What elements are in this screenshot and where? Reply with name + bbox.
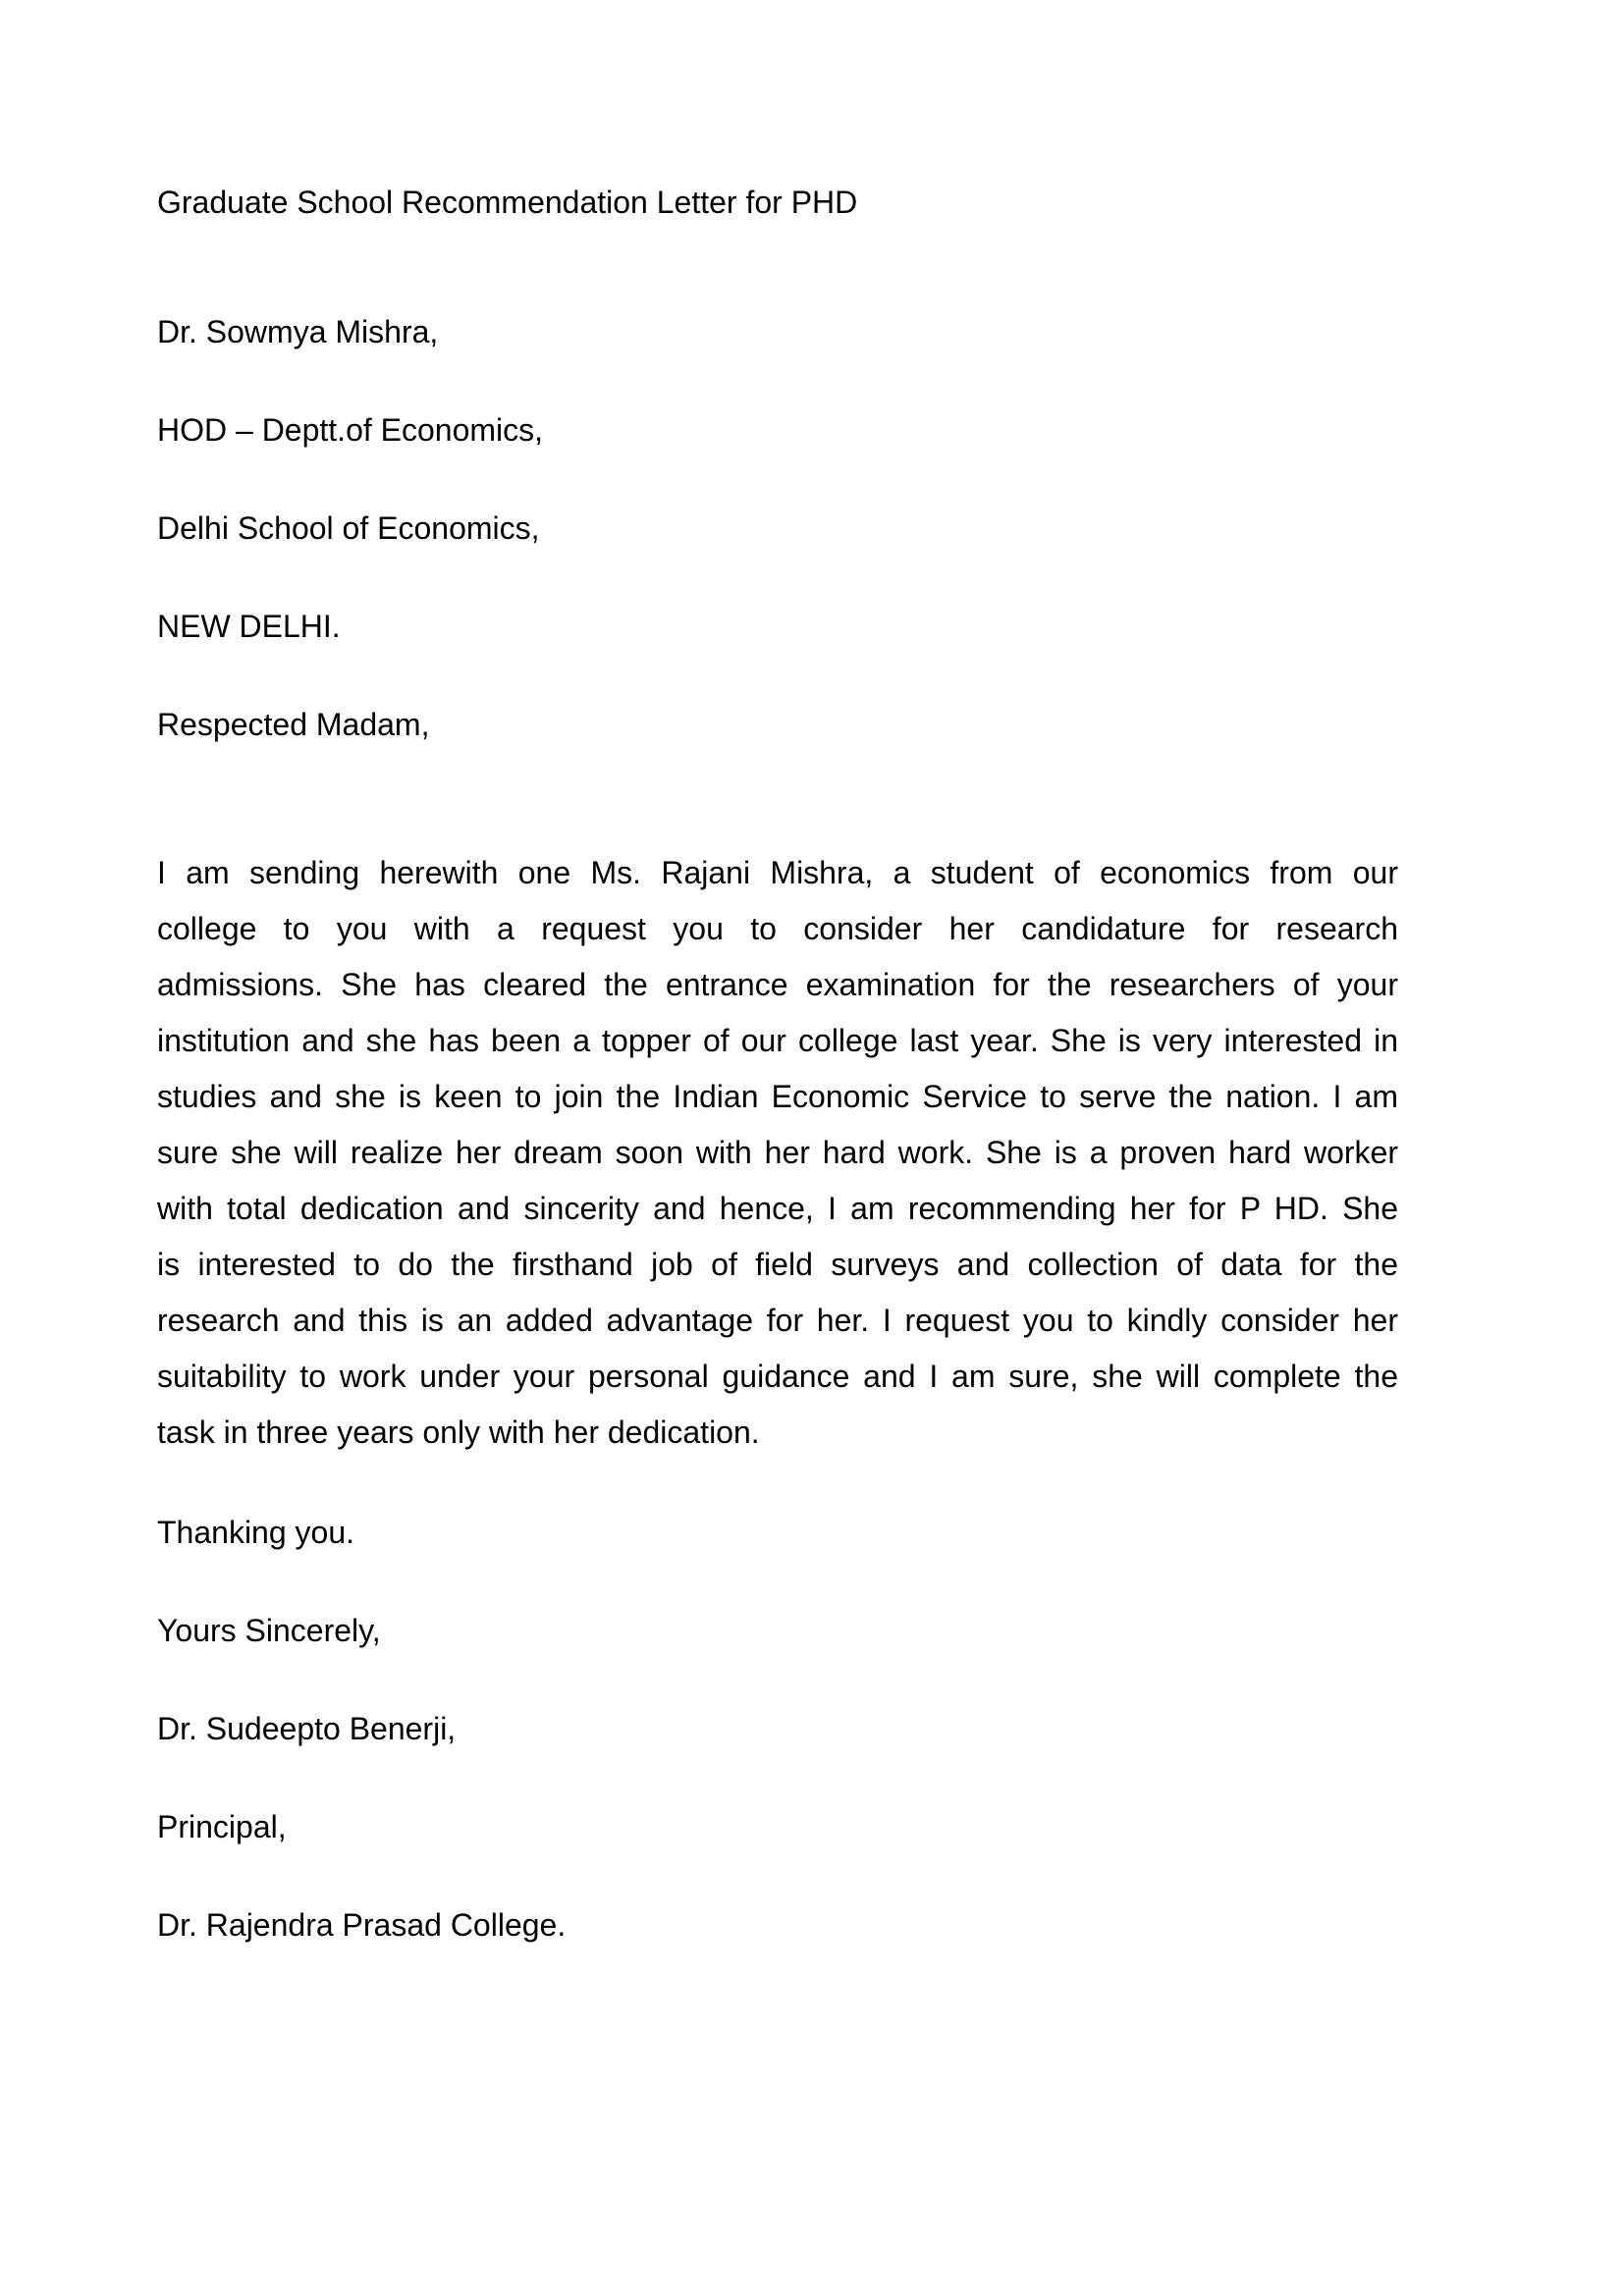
recipient-line: Dr. Sowmya Mishra, [157,314,439,349]
body-line: admissions. She has cleared the entrance examination for the researchers of your [157,967,1398,1002]
body-line: sure she will realize her dream soon with her hard work. She is a proven hard worker [157,1135,1398,1170]
body-line: is interested to do the firsthand job of field surveys and collection of data for the [157,1247,1398,1282]
recipient-line: HOD – Deptt.of Economics, [157,412,544,448]
closing-line: Principal, [157,1809,287,1844]
recipient-line: NEW DELHI. [157,609,341,644]
body-line: suitability to work under your personal guidance and I am sure, she will complete the [157,1359,1398,1394]
body-paragraph [157,845,1398,1461]
recipient-block [157,304,1398,655]
closing-block [157,1505,1398,1953]
closing-line: Yours Sincerely, [157,1613,381,1648]
letter-title: Graduate School Recommendation Letter for PHD [157,185,858,220]
body-line: college to you with a request you to consider her candidature for research [157,911,1398,946]
recipient-line: Delhi School of Economics, [157,510,540,546]
closing-line: Dr. Rajendra Prasad College. [157,1907,567,1943]
closing-line: Thanking you. [157,1515,355,1550]
body-line: institution and she has been a topper of our college last year. She is very interested in [157,1023,1398,1058]
salutation: Respected Madam, [157,707,430,742]
body-line: I am sending herewith one Ms. Rajani Mishra, a student of economics from our [157,855,1398,890]
body-line: studies and she is keen to join the Indian Economic Service to serve the nation. I am [157,1079,1398,1114]
body-line: research and this is an added advantage for her. I request you to kindly consider her [157,1303,1398,1338]
closing-line: Dr. Sudeepto Benerji, [157,1711,457,1746]
body-line: task in three years only with her dedication. [157,1415,760,1450]
body-line: with total dedication and sincerity and hence, I am recommending her for P HD. She [157,1191,1398,1226]
